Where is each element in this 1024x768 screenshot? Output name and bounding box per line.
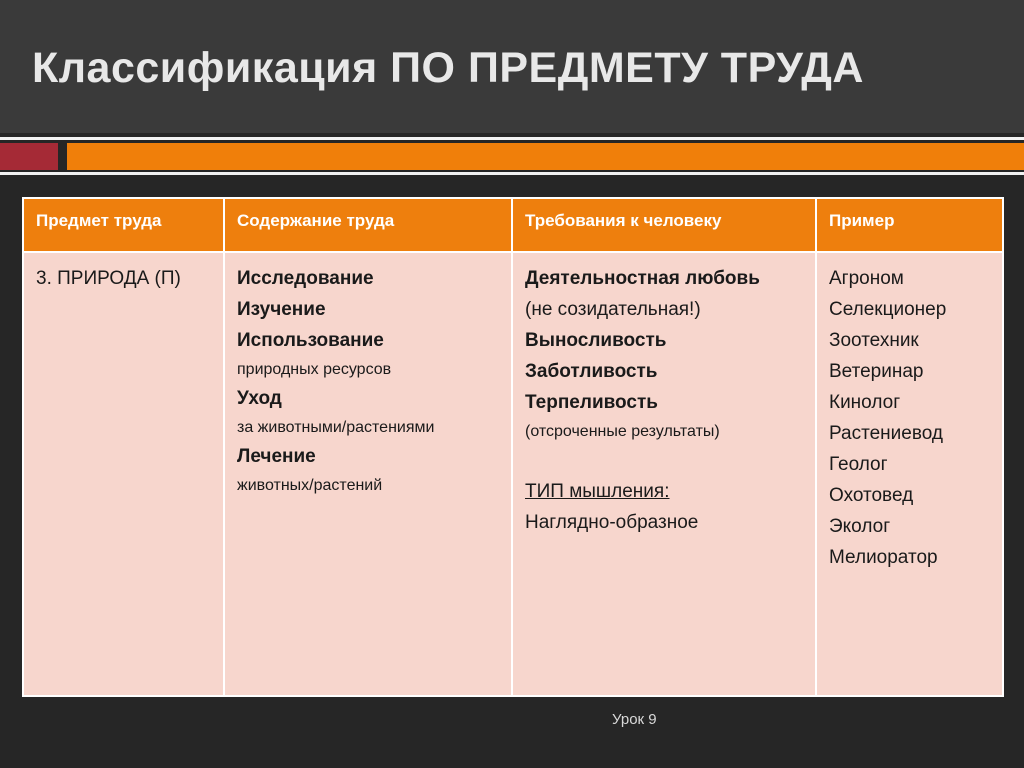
example-line: Геолог: [829, 454, 888, 475]
title-bar: [0, 0, 1024, 133]
cell-content: [224, 252, 512, 696]
requirement-line: Заботливость: [525, 361, 658, 382]
content-line: Лечение: [237, 446, 316, 467]
example-line: Агроном: [829, 268, 904, 289]
example-line: Эколог: [829, 516, 891, 537]
example-line: Ветеринар: [829, 361, 924, 382]
requirement-line: Выносливость: [525, 330, 667, 351]
accent-bar-red: [0, 143, 58, 170]
content-line: природных ресурсов: [237, 361, 392, 378]
table-header-row: [23, 198, 1003, 252]
header-requirements: Требования к человеку: [512, 198, 816, 252]
example-line: Охотовед: [829, 485, 914, 506]
cell-examples: [816, 252, 1003, 696]
example-line: Селекционер: [829, 299, 947, 320]
requirement-line: (отсроченные результаты): [525, 423, 720, 440]
content-line: Уход: [237, 388, 282, 409]
content-line: Использование: [237, 330, 384, 351]
cell-requirements: [512, 252, 816, 696]
subject-text: 3. ПРИРОДА (П): [36, 268, 181, 289]
content-line: животных/растений: [237, 477, 383, 494]
requirement-line: Деятельностная любовь: [525, 268, 760, 289]
table-row: [23, 252, 1003, 696]
example-line: Растениевод: [829, 423, 943, 444]
lesson-footer: Урок 9: [612, 711, 657, 728]
content-line: за животными/растениями: [237, 419, 435, 436]
divider-top: [0, 137, 1024, 140]
header-examples: Пример: [816, 198, 1003, 252]
cell-subject: [23, 252, 224, 696]
requirement-line: Наглядно-образное: [525, 512, 699, 533]
requirement-line: [525, 445, 807, 476]
requirement-line: Терпеливость: [525, 392, 658, 413]
divider-bottom: [0, 172, 1024, 175]
slide-title: Классификация ПО ПРЕДМЕТУ ТРУДА: [32, 44, 864, 92]
classification-table: [22, 197, 1004, 697]
content-line: Изучение: [237, 299, 326, 320]
header-subject: Предмет труда: [23, 198, 224, 252]
content-line: Исследование: [237, 268, 374, 289]
header-content: Содержание труда: [224, 198, 512, 252]
example-line: Мелиоратор: [829, 547, 938, 568]
example-line: Зоотехник: [829, 330, 919, 351]
accent-bar-orange: [67, 143, 1024, 170]
requirement-line: ТИП мышления:: [525, 481, 670, 502]
requirement-line: (не созидательная!): [525, 299, 701, 320]
example-line: Кинолог: [829, 392, 901, 413]
